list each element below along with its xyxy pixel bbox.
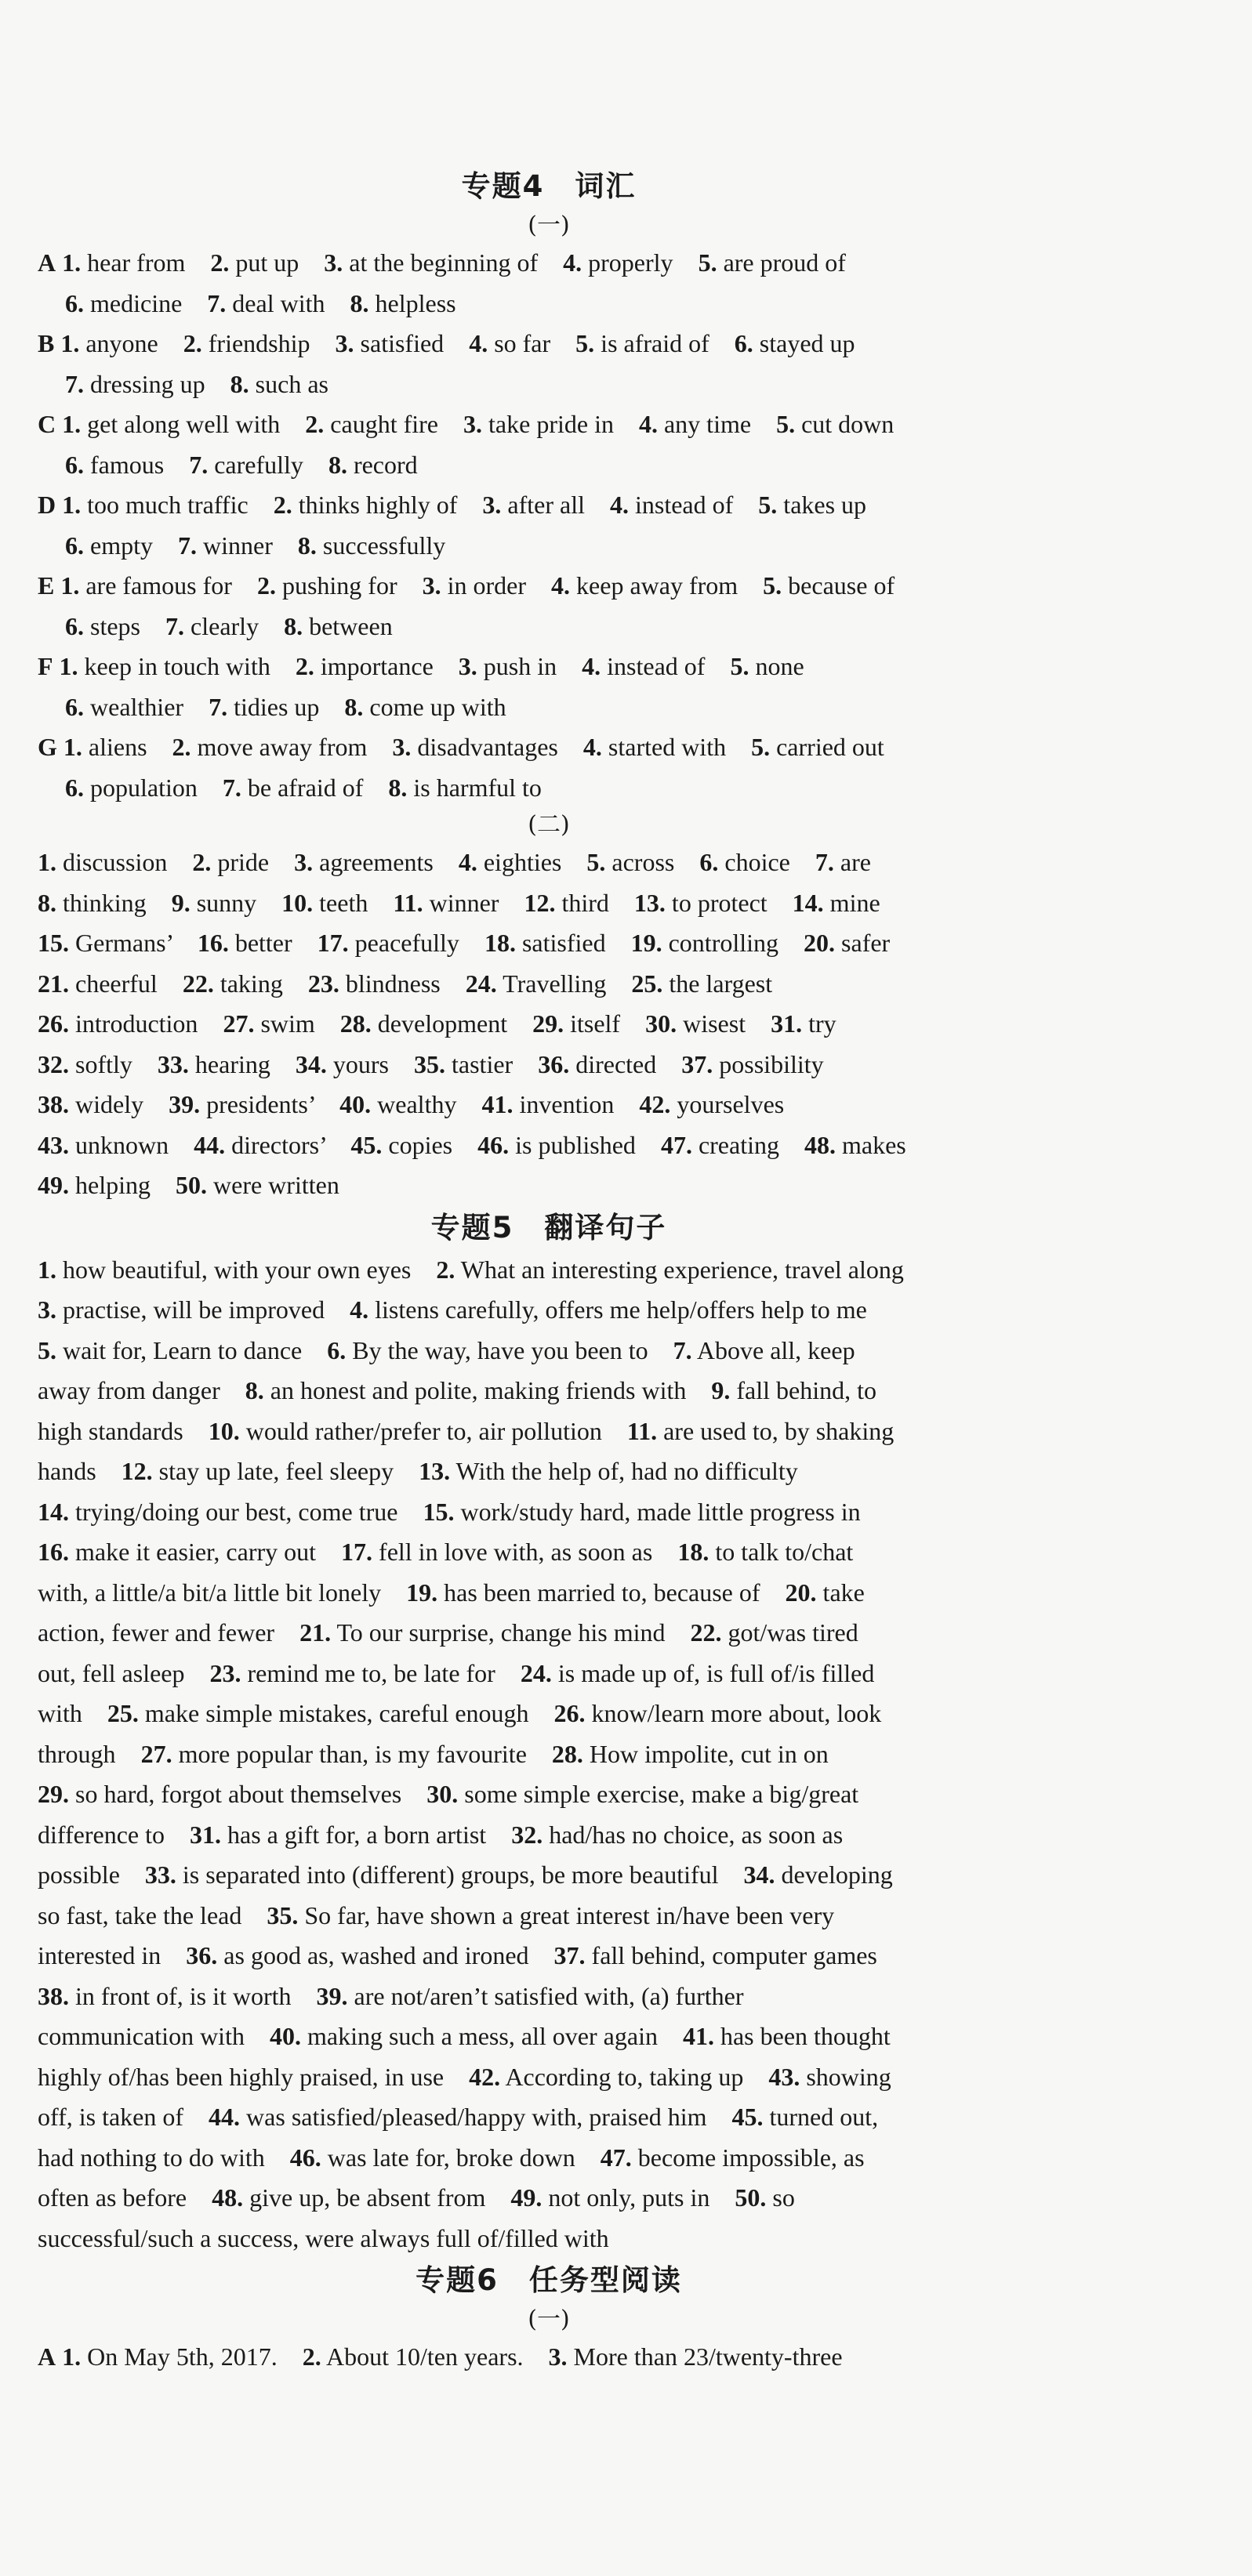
answer-line-G1: G 1. aliens 2. move away from 3. disadvantages 4. started with 5. carried out [38,733,884,761]
topic4-part2-title: (二) [528,811,570,839]
answer-line: 32. softly 33. hearing 34. yours 35. tastier 36. directed 37. possibility [38,1049,824,1078]
answer-line: 43. unknown 44. directors’ 45. copies 46. is published 47. creating 48. makes [38,1130,906,1159]
answer-line: 15. Germans’ 16. better 17. peacefully 18. satisfied 19. controlling 20. safer [38,929,891,957]
answer-line: 5. wait for, Learn to dance 6. By the way, have you been to 7. Above all, keep [38,1335,855,1364]
answer-line: off, is taken of 44. was satisfied/pleased/happy with, praised him 45. turned out, [38,2103,879,2131]
answer-line-A1: A 1. On May 5th, 2017. 2. About 10/ten years. 3. More than 23/twenty-three [38,2342,843,2371]
answer-line-E1: E 1. are famous for 2. pushing for 3. in order 4. keep away from 5. because of [38,571,895,600]
answer-line: through 27. more popular than, is my favourite 28. How impolite, cut in on [38,1739,829,1768]
answer-line: often as before 48. give up, be absent from 49. not only, puts in 50. so [38,2183,795,2212]
answer-line-B1: B 1. anyone 2. friendship 3. satisfied 4. so far 5. is afraid of 6. stayed up [38,329,855,357]
answer-line-E2: 6. steps 7. clearly 8. between [65,611,393,640]
answer-line: 21. cheerful 22. taking 23. blindness 24. Travelling 25. the largest [38,969,773,998]
answer-line-B2: 7. dressing up 8. such as [65,369,328,398]
answer-line: 38. widely 39. presidents’ 40. wealthy 41. invention 42. yourselves [38,1090,785,1118]
answer-line: highly of/has been highly praised, in use 42. According to, taking up 43. showing [38,2062,891,2091]
answer-line-A1: A 1. hear from 2. put up 3. at the beginning of 4. properly 5. are proud of [38,248,846,277]
answer-line: with, a little/a bit/a little bit lonely 19. has been married to, because of 20. take [38,1578,865,1607]
answer-line-A2: 6. medicine 7. deal with 8. helpless [65,288,456,317]
answer-line: 1. how beautiful, with your own eyes 2. What an interesting experience, travel along [38,1255,904,1284]
answer-line: 38. in front of, is it worth 39. are not/aren’t satisfied with, (a) further [38,1981,744,2010]
answer-line: away from danger 8. an honest and polite, making friends with 9. fall behind, to [38,1376,876,1404]
answer-line: 26. introduction 27. swim 28. development 29. itself 30. wisest 31. try [38,1009,836,1038]
topic5-answers [38,1250,1057,2259]
answer-line: out, fell asleep 23. remind me to, be late for 24. is made up of, is full of/is filled [38,1658,875,1687]
answer-line: interested in 36. as good as, washed and ironed 37. fall behind, computer games [38,1941,877,1969]
topic4-part2-answers [38,842,1057,1206]
answer-line: so fast, take the lead 35. So far, have shown a great interest in/have been very [38,1900,835,1929]
topic5-title: 专题5 翻译句子 [430,1210,667,1245]
topic4-part1-answers [38,243,1057,808]
answer-line: 16. make it easier, carry out 17. fell in love with, as soon as 18. to talk to/chat [38,1538,854,1566]
answer-line: 8. thinking 9. sunny 10. teeth 11. winner 12. third 13. to protect 14. mine [38,888,880,917]
answer-line-C2: 6. famous 7. carefully 8. record [65,450,418,479]
answer-line-D1: D 1. too much traffic 2. thinks highly of 3. after all 4. instead of 5. takes up [38,491,867,519]
answer-line: high standards 10. would rather/prefer to, air pollution 11. are used to, by shaking [38,1416,895,1445]
answer-line-F2: 6. wealthier 7. tidies up 8. come up with [65,692,506,721]
topic4-part1-title: (一) [528,212,570,239]
answer-line: with 25. make simple mistakes, careful enough 26. know/learn more about, look [38,1699,882,1727]
answer-line-F1: F 1. keep in touch with 2. importance 3. push in 4. instead of 5. none [38,652,804,680]
topic6-part1-title: (一) [528,2306,570,2333]
topic6-answers [38,2337,1057,2378]
answer-line: communication with 40. making such a mess, all over again 41. has been thought [38,2022,891,2050]
answer-line: 49. helping 50. were written [38,1171,339,1199]
answer-line: difference to 31. has a gift for, a born artist 32. had/has no choice, as soon as [38,1820,844,1849]
topic6-title: 专题6 任务型阅读 [416,2263,682,2297]
topic4-title: 专题4 词汇 [461,169,637,203]
answer-line-G2: 6. population 7. be afraid of 8. is harmful to [65,773,542,802]
answer-line-D2: 6. empty 7. winner 8. successfully [65,531,446,560]
answer-line: 1. discussion 2. pride 3. agreements 4. eighties 5. across 6. choice 7. are [38,848,871,876]
answer-line-C1: C 1. get along well with 2. caught fire 3. take pride in 4. any time 5. cut down [38,410,895,438]
answer-line: possible 33. is separated into (different) groups, be more beautiful 34. developing [38,1860,893,1889]
answer-line: action, fewer and fewer 21. To our surprise, change his mind 22. got/was tired [38,1618,858,1647]
answer-line: 14. trying/doing our best, come true 15. work/study hard, made little progress in [38,1497,861,1526]
answer-line: hands 12. stay up late, feel sleepy 13. With the help of, had no difficulty [38,1457,798,1485]
answer-line: 29. so hard, forgot about themselves 30. some simple exercise, make a big/great [38,1780,859,1808]
answer-line: 3. practise, will be improved 4. listens carefully, offers me help/offers help to me [38,1295,867,1324]
answer-line: had nothing to do with 46. was late for, broke down 47. become impossible, as [38,2143,865,2172]
answer-line: successful/such a success, were always full of/filled with [38,2223,609,2252]
